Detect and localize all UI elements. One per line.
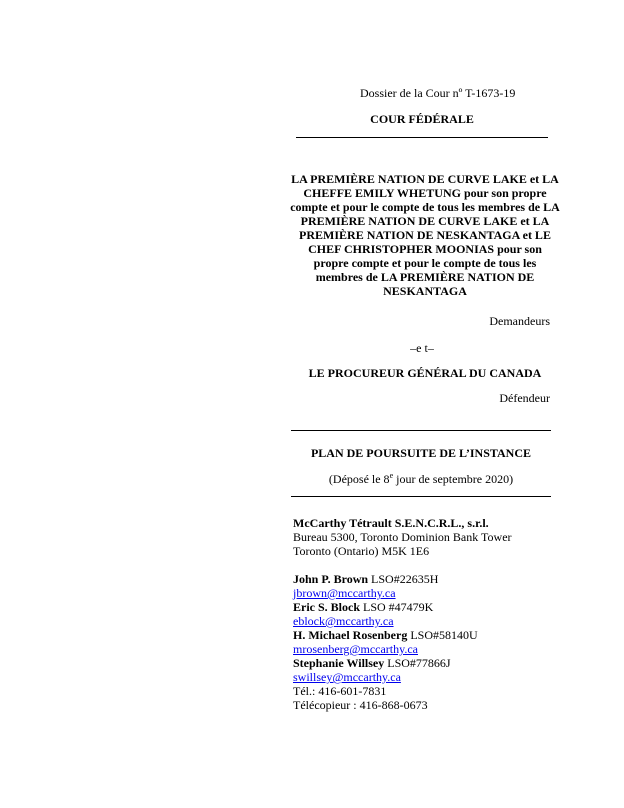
lawyer-name: Eric S. Block xyxy=(293,600,361,614)
lawyer-entry xyxy=(293,656,512,670)
filed-date xyxy=(291,472,551,486)
firm-name: McCarthy Tétrault S.E.N.C.R.L., s.r.l. xyxy=(293,516,489,530)
plaintiffs-line: CHEF CHRISTOPHER MOONIAS pour son xyxy=(308,242,542,256)
lawyer-entry xyxy=(293,600,512,614)
plaintiffs-block xyxy=(280,172,570,298)
plaintiffs-line: membres de LA PREMIÈRE NATION DE xyxy=(315,270,535,284)
lawyer-name: John P. Brown xyxy=(293,572,369,586)
lawyer-entry xyxy=(293,628,512,642)
filed-date-ordinal: e xyxy=(389,471,394,480)
plaintiffs-line: PREMIÈRE NATION DE NESKANTAGA et LE xyxy=(299,228,551,242)
filed-date-prefix: (Déposé le 8 xyxy=(328,472,390,486)
header-divider xyxy=(296,137,548,138)
title-divider-top xyxy=(291,430,551,431)
plaintiffs-line: LA PREMIÈRE NATION DE CURVE LAKE et LA xyxy=(291,172,559,186)
lawyer-email-link[interactable]: jbrown@mccarthy.ca xyxy=(293,586,396,600)
firm-address-line1: Bureau 5300, Toronto Dominion Bank Tower xyxy=(293,530,512,544)
plaintiffs-line: CHEFFE EMILY WHETUNG pour son propre xyxy=(303,186,547,200)
court-name: COUR FÉDÉRALE xyxy=(370,112,474,126)
lawyer-lso: LSO#22635H xyxy=(368,572,439,586)
firm-address-line2: Toronto (Ontario) M5K 1E6 xyxy=(293,544,430,558)
lawyer-name: H. Michael Rosenberg xyxy=(293,628,408,642)
parties-separator: –e t– xyxy=(410,341,434,355)
document-title: PLAN DE POURSUITE DE L’INSTANCE xyxy=(310,446,532,460)
lawyer-email-link[interactable]: swillsey@mccarthy.ca xyxy=(293,670,401,684)
plaintiffs-line: PREMIÈRE NATION DE CURVE LAKE et LA xyxy=(300,214,550,228)
lawyer-lso: LSO #47479K xyxy=(360,600,434,614)
defendant-label: Défendeur xyxy=(499,391,550,405)
counsel-block xyxy=(293,516,512,712)
plaintiffs-line: propre compte et pour le compte de tous les xyxy=(313,256,537,270)
lawyer-lso: LSO#77866J xyxy=(384,656,451,670)
defendant-name: LE PROCUREUR GÉNÉRAL DU CANADA xyxy=(308,366,542,380)
lawyer-entry xyxy=(293,572,512,586)
lawyer-name: Stephanie Willsey xyxy=(293,656,385,670)
lawyer-lso: LSO#58140U xyxy=(407,628,478,642)
plaintiffs-line: compte et pour le compte de tous les membres de LA xyxy=(290,200,560,214)
court-file-number: Dossier de la Cour nº T-1673-19 xyxy=(360,86,516,100)
lawyer-email-link[interactable]: eblock@mccarthy.ca xyxy=(293,614,394,628)
plaintiffs-line: NESKANTAGA xyxy=(383,284,467,298)
lawyer-email-link[interactable]: mrosenberg@mccarthy.ca xyxy=(293,642,418,656)
plaintiffs-label: Demandeurs xyxy=(489,314,550,328)
filed-date-suffix: jour de septembre 2020) xyxy=(393,472,514,486)
fax: Télécopieur : 416-868-0673 xyxy=(293,698,428,712)
telephone: Tél.: 416-601-7831 xyxy=(293,684,387,698)
title-divider-bottom xyxy=(291,496,551,497)
